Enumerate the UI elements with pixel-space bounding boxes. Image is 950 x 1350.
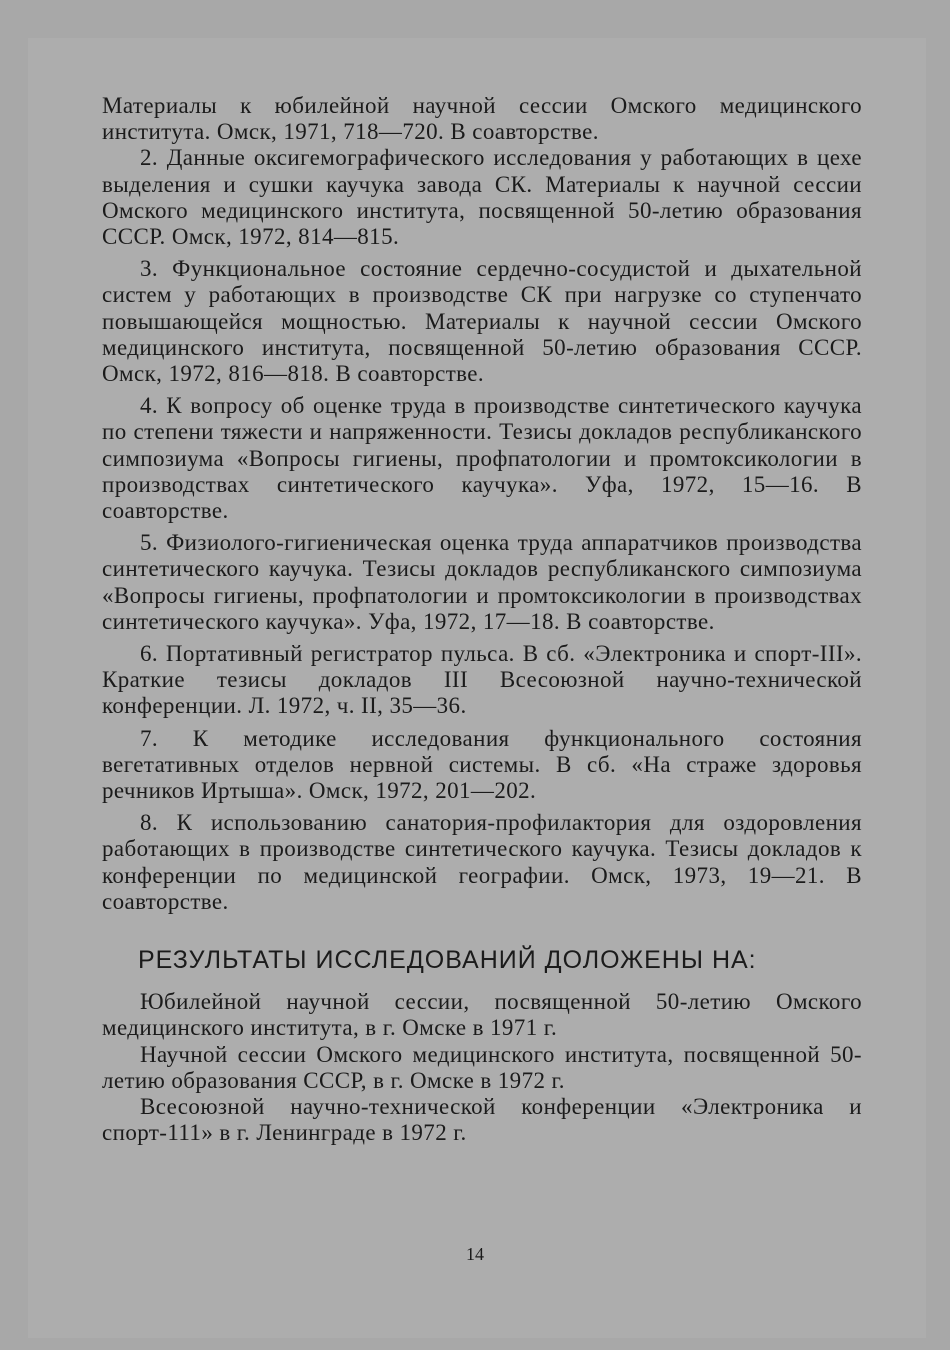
page-number: 14	[466, 1244, 484, 1264]
report-item-1: Юбилейной научной сессии, посвященной 50-летию Омского медицинского института, в г. Омске в 1971 г.	[102, 989, 862, 1041]
paragraph-item-5: 5. Физиолого-гигиеническая оценка труда аппаратчиков производства синтетического каучука. Тезисы докладов республиканского симпозиума «Вопросы гигиены, профпатологии и промтоксикологии в производствах синтетического каучука». Уфа, 1972, 17—18. В соавторстве.	[102, 530, 862, 634]
paragraph-item-7: 7. К методике исследования функционального состояния вегетативных отделов нервной системы. В сб. «На страже здоровья речников Иртыша». Омск, 1972, 201—202.	[102, 725, 862, 804]
report-item-3: Всесоюзной научно-технической конференции «Электроника и спорт-111» в г. Ленинграде в 1972 г.	[102, 1093, 862, 1146]
paragraph-item-4: 4. К вопросу об оценке труда в производстве синтетического каучука по степени тяжести и напряженности. Тезисы докладов республиканского симпозиума «Вопросы гигиены, профпатологии и промтоксикологии в производствах синтетического каучука». Уфа, 1972, 15—16. В соавторстве.	[102, 393, 862, 524]
paragraph-item-2: 2. Данные оксигемографического исследования у работающих в цехе выделения и сушки каучука завода СК. Материалы к научной сессии Омского медицинского института, посвященной 50-летию образования СССР. Омск, 1972, 814—815.	[102, 145, 862, 250]
report-item-2: Научной сессии Омского медицинского института, посвященной 50-летию образования СССР, в г. Омске в 1972 г.	[102, 1041, 862, 1093]
paragraph-item-6: 6. Портативный регистратор пульса. В сб. «Электроника и спорт-III». Краткие тезисы докладов III Всесоюзной научно-технической конференции. Л. 1972, ч. II, 35—36.	[102, 641, 862, 719]
paragraph-item-3: 3. Функциональное состояние сердечно-сосудистой и дыхательной систем у работающих в производстве СК при нагрузке со ступенчато повышающейся мощностью. Материалы к научной сессии Омского медицинского института, посвященной 50-летию образования СССР. Омск, 1972, 816—818. В соавторстве.	[102, 256, 862, 387]
paragraph-continuation: Материалы к юбилейной научной сессии Омского медицинского института. Омск, 1971, 718—720. В соавторстве.	[102, 93, 862, 145]
paragraph-item-8: 8. К использованию санатория-профилактория для оздоровления работающих в производстве синтетического каучука. Тезисы докладов к конференции по медицинской географии. Омск, 1973, 19—21. В соавторстве.	[102, 810, 862, 914]
body-text	[102, 93, 862, 1146]
section-heading: РЕЗУЛЬТАТЫ ИССЛЕДОВАНИЙ ДОЛОЖЕНЫ НА:	[138, 946, 757, 975]
